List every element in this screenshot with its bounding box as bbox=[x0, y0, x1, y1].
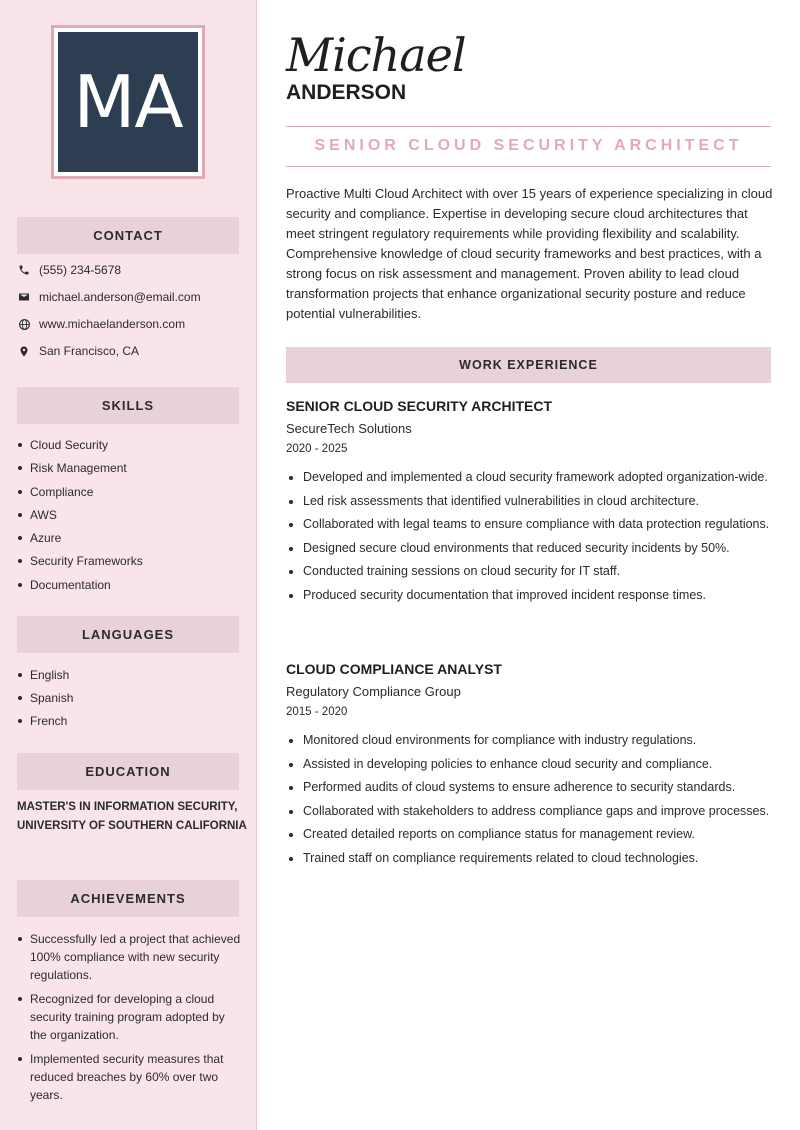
achievement-item: Implemented security measures that reduced breaches by 60% over two years. bbox=[17, 1050, 242, 1104]
last-name: ANDERSON bbox=[286, 81, 407, 104]
languages-list bbox=[17, 666, 242, 730]
languages-header: LANGUAGES bbox=[17, 616, 239, 653]
skill-item: Cloud Security bbox=[17, 436, 242, 454]
job-bullet: Designed secure cloud environments that reduced security incidents by 50%. bbox=[286, 539, 771, 558]
sidebar bbox=[0, 0, 257, 1130]
summary: Proactive Multi Cloud Architect with over 15 years of experience specializing in cloud security and compliance. Expertise in developing secure cloud architectures that meet stringent regulatory requirements while providing flexibility and scalability. Comprehensive knowledge of cloud security frameworks and best practices, with a strong focus on risk assessment and management. Proven ability to lead cloud transformation projects that enhance organizational security posture and reduce potential vulnerabilities. bbox=[286, 186, 773, 321]
education-header: EDUCATION bbox=[17, 753, 239, 790]
achievements-header: ACHIEVEMENTS bbox=[17, 880, 239, 917]
skills-list bbox=[17, 436, 242, 594]
location-text: San Francisco, CA bbox=[39, 344, 140, 358]
job-bullets bbox=[286, 731, 771, 868]
job-entry bbox=[286, 398, 771, 609]
job-company: SecureTech Solutions bbox=[286, 421, 412, 436]
education-degree: MASTER'S IN INFORMATION SECURITY, UNIVERSITY OF SOUTHERN CALIFORNIA bbox=[17, 801, 247, 832]
monogram-frame bbox=[51, 25, 205, 179]
first-name: Michael bbox=[286, 28, 466, 82]
language-item: English bbox=[17, 666, 242, 684]
job-bullet: Conducted training sessions on cloud security for IT staff. bbox=[286, 562, 771, 581]
contact-location bbox=[17, 344, 139, 358]
job-company: Regulatory Compliance Group bbox=[286, 684, 461, 699]
achievements-list bbox=[17, 930, 242, 1104]
job-bullet: Developed and implemented a cloud security framework adopted organization-wide. bbox=[286, 468, 771, 487]
contact-website bbox=[17, 317, 185, 331]
job-entry bbox=[286, 661, 771, 872]
monogram: MA bbox=[58, 32, 198, 172]
skill-item: AWS bbox=[17, 506, 242, 524]
skill-item: Documentation bbox=[17, 576, 242, 594]
skill-item: Risk Management bbox=[17, 459, 242, 477]
title-rule-top bbox=[286, 126, 771, 127]
job-bullet: Assisted in developing policies to enhance cloud security and compliance. bbox=[286, 755, 771, 774]
job-bullets bbox=[286, 468, 771, 605]
job-bullet: Collaborated with legal teams to ensure compliance with data protection regulations. bbox=[286, 515, 771, 534]
contact-email bbox=[17, 290, 201, 304]
skill-item: Security Frameworks bbox=[17, 552, 242, 570]
email-text[interactable]: michael.anderson@email.com bbox=[39, 290, 201, 304]
skills-header: SKILLS bbox=[17, 387, 239, 424]
job-title: SENIOR CLOUD SECURITY ARCHITECT bbox=[314, 137, 743, 154]
skill-item: Compliance bbox=[17, 483, 242, 501]
phone-icon bbox=[17, 263, 31, 277]
achievement-item: Recognized for developing a cloud security training program adopted by the organization. bbox=[17, 990, 242, 1044]
job-bullet: Created detailed reports on compliance status for management review. bbox=[286, 825, 771, 844]
skill-item: Azure bbox=[17, 529, 242, 547]
job-bullet: Performed audits of cloud systems to ensure adherence to security standards. bbox=[286, 778, 771, 797]
job-dates: 2015 - 2020 bbox=[286, 706, 348, 718]
phone-text[interactable]: (555) 234-5678 bbox=[39, 263, 122, 277]
job-bullet: Led risk assessments that identified vulnerabilities in cloud architecture. bbox=[286, 492, 771, 511]
work-experience-header: WORK EXPERIENCE bbox=[286, 347, 771, 383]
job-bullet: Produced security documentation that improved incident response times. bbox=[286, 586, 771, 605]
location-pin-icon bbox=[17, 344, 31, 358]
email-icon bbox=[17, 290, 31, 304]
job-bullet: Trained staff on compliance requirements related to cloud technologies. bbox=[286, 849, 771, 868]
globe-icon bbox=[17, 317, 31, 331]
language-item: Spanish bbox=[17, 689, 242, 707]
contact-phone bbox=[17, 263, 121, 277]
achievement-item: Successfully led a project that achieved 100% compliance with new security regulations. bbox=[17, 930, 242, 984]
website-text[interactable]: www.michaelanderson.com bbox=[39, 317, 186, 331]
language-item: French bbox=[17, 712, 242, 730]
job-bullet: Collaborated with stakeholders to address compliance gaps and improve processes. bbox=[286, 802, 771, 821]
title-rule-bottom bbox=[286, 166, 771, 167]
contact-header: CONTACT bbox=[17, 217, 239, 254]
job-dates: 2020 - 2025 bbox=[286, 443, 348, 455]
job-role: CLOUD COMPLIANCE ANALYST bbox=[286, 661, 502, 677]
job-bullet: Monitored cloud environments for compliance with industry regulations. bbox=[286, 731, 771, 750]
job-role: SENIOR CLOUD SECURITY ARCHITECT bbox=[286, 398, 553, 414]
